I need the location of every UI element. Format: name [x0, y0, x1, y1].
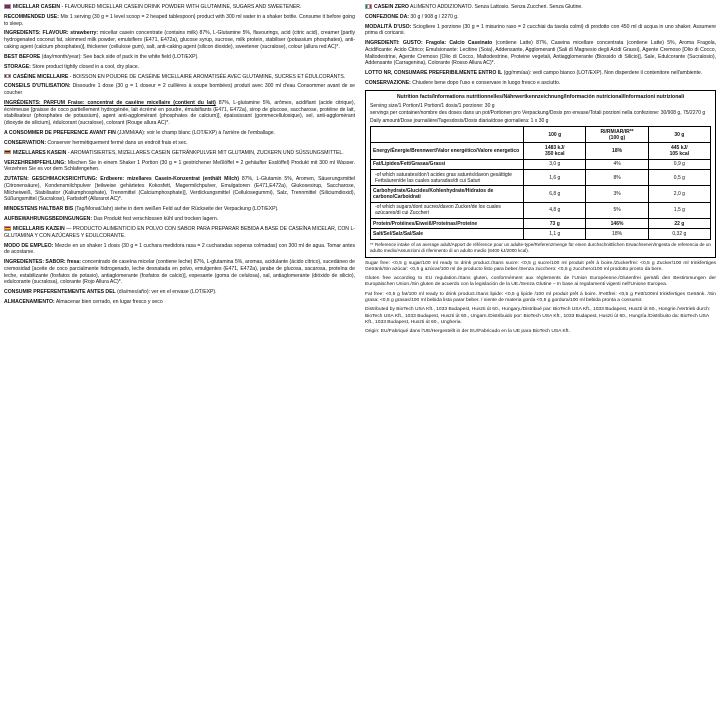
reference-intake-footnote: ** Reference intake of an average adult/Apport de référence pour un adulte-type/Referenzmenge für einen durchschnittlichen Erwachsenen/Ingesta de referencia de un adulto medio/Assunzioni di riferimento di un adulto medio (8400 kJ/2000 kcal).: [370, 242, 711, 253]
flag-fr-icon: [4, 74, 11, 79]
body: micellar casein concentrate (contains milk) 87%, L-Glutamine 5%, flavourings, acid (citric acid), creamer [partly hydrogenated coconut fat, skimmed milk powder, emulsifiers (E471, E472a), glucose syrup, sucrose, milk protein, stabiliser (potassium phosphates), anti-caking agent (calcium phosphates)], thickener (cellulose gum), salt, anti-caking agent (silicon dioxide), sweetener (sucralose), colour (allura red AC)*.: [4, 30, 355, 50]
table-row: [371, 159, 711, 169]
section-de-title: [4, 150, 355, 157]
section-de-bestbefore: [4, 206, 355, 213]
section-es-ingredients: [4, 259, 355, 286]
row-100g: 73 g: [524, 219, 586, 229]
heading: RECOMMENDED USE:: [4, 13, 59, 20]
col-100g: 100 g: [524, 126, 586, 142]
body: (contiene Latte) 87%, Caseina micellare concentrata (contiene Latte) 5%, Aroma Fragola, Acidificante: Acido Citrico; Emulsionante: Lecitine (Soia), Addensante, Agglomeranti (Sali di Magnesio degli Acidi Grassi), Agente Cremoso [Olio di Cocco, Maltodestrine, Agente Cremoso [Olio di Cocco, Maltodestrine, Proteine vegetali, Antiagglomerante (Biossido di Silicio)], Sale, Edulcorante (Sucralosio), Addensante (Carragenina), Colorante (Rosso Allura AC)*.: [365, 40, 716, 67]
section-en-use: [4, 14, 355, 27]
row-30g: 22 g: [648, 219, 710, 229]
row-ri: 18%: [586, 143, 648, 159]
section-fr-use: [4, 83, 355, 96]
section-de-storage: [4, 216, 355, 223]
section-it-lot: [365, 70, 716, 77]
row-label: Salt/Sel/Salz/Sal/Sale: [371, 229, 524, 239]
col-ri-line2: (100 g): [609, 134, 626, 141]
body: Dissoudre 1 dose (30 g = 1 doseur = 2 cuillères à soupe bombées) produit avec 300 ml d'eau Consommer avant de se coucher: [4, 83, 355, 97]
nutrition-table: [370, 126, 711, 240]
heading: ZUTATEN: GESCHMACKSRICHTUNG: Erdbeere: mizellares Casein-Konzentrat (enthält Milch): [4, 176, 239, 183]
body: 30 g / 908 g / 2270 g.: [409, 13, 459, 20]
flag-gb-icon: [4, 4, 11, 9]
heading: BEST BEFORE: [4, 53, 41, 60]
heading: MICELLARIS KAZEIN: [13, 226, 65, 233]
row-30g: 0,5 g: [648, 170, 710, 186]
table-row: [371, 186, 711, 202]
distributor-block: [365, 307, 716, 335]
section-it-use: [365, 24, 716, 37]
section-fr-ingredients: [4, 100, 355, 127]
row-ri: 3%: [586, 186, 648, 202]
flag-es-icon: [4, 226, 11, 231]
section-it-ingredients: [365, 40, 716, 67]
section-es-storage: [4, 299, 355, 306]
body: Conserver hermétiquement fermé dans un endroit frais et sec.: [46, 139, 188, 146]
table-row: [371, 170, 711, 186]
flag-it-icon: [365, 4, 372, 9]
heading: CONSERVAZIONE:: [365, 80, 411, 87]
serving-size: Serving size/1 Portion/1 Portion/1 dosis/1 porzione: 30 g: [370, 102, 495, 109]
heading: CONSEILS D'UTILISATION:: [4, 83, 71, 90]
heading: LOTTO NR, CONSUMARE PREFERIBILMENTE ENTRO IL: [365, 70, 503, 77]
heading: INGREDIENTI: GUSTO: Fragola: Calcio Caseinato: [365, 40, 493, 47]
row-100g: 6,8 g: [524, 186, 586, 202]
section-en-bestbefore: [4, 54, 355, 61]
heading: VERZEHREMPFEHLUNG:: [4, 159, 66, 166]
heading: CONSERVATION:: [4, 139, 47, 146]
body: 87%, L-Glutamin 5%, Aromen, Säuerungsmittel (Citronensäure), Kondensmilchpulver [teilweise gehärtetes Kokosfett, Magermilchpulver, Emulgatoren (E471,E472a), Glukosesirup, Saccharose, Milcheiweiß, Stabilisator (Kaliumphosphate), Trennmittel (Calciumphosphate)], Verdickungsmittel (Cellulosegummi), Salz, Trennmittel (Siliciumdioxid), Süßungsmittel (Sucralose), Farbstoff (Allurarot AC)*.: [4, 176, 355, 203]
body: Almacenar bien cerrado, en lugar fresco y seco: [54, 299, 163, 306]
row-30g: 0,32 g: [648, 229, 710, 239]
body: Mix 1 serving (30 g = 1 level scoop = 2 heaped tablespoon) product with 300 ml water in a shaker bottle. Consume it before going to sleep.: [4, 13, 355, 27]
heading: CASÉINE MICELLAIRE: [13, 73, 69, 80]
heading: A CONSOMMER DE PREFERENCE AVANT FIN: [4, 130, 116, 137]
body: Mischen Sie in einem Shaker 1 Portion (30 g = 1 gestrichener Meßlöffel = 2 gehäufter Esslöffel) Produkt mit 300 ml Wasser. Verzehren Sie es vor dem Schlafengehen.: [4, 159, 355, 173]
body: concentrado de caseína micelar (contiene leche) 87%, L-glutamina 5%, aromas, acidulante (ácido cítrico), sucedáneo de cremosidad [aceite de coco parcialmente hidrogenado, leche desnatada en polvo, emulgentes (E471, E472a), jarabe de glucosa, sacarosa, proteína de leche, estabilizante (fosfatos de potasio), antiaglomerante (fosfatos de calcio)], espesante (goma de celulosa), sal, antiaglomerante (dióxido de silicio), edulcorante (sucralosa), colorante (Rojo Allura AC)*.: [4, 259, 355, 286]
row-100g: 3,0 g: [524, 159, 586, 169]
table-header-row: [371, 126, 711, 142]
section-de-use: [4, 160, 355, 173]
claim-fat-free: Fat free: <0,5 g fat/100 ml ready to drink product./Sans lipide: <0,5 g lipide /100 ml produit prêt à boire. /Fettfrei: <0,5 g Fett/100ml trinkfertiges Getränk. /Sin grasa: <0,5 g grasas/100 ml bebida lista parar beber. / niente de materia gorda <0,5 g gordura/100 ml bebida pronta a consumir.: [365, 291, 716, 303]
col-ri: [586, 126, 648, 142]
section-it-storage: [365, 80, 716, 87]
row-label: Energy/Énergie/Brennwert/Valor energético/Valore energetico: [371, 143, 524, 159]
col-ri-line1: RI/RM/AR/IR**: [600, 128, 634, 135]
body: ALIMENTO ADDIZIONATO. Senza Lattosio. Senza Zuccheri. Senza Glutine.: [408, 4, 583, 10]
heading: MICELLAR CASEIN: [13, 4, 61, 10]
section-es-title: [4, 226, 355, 239]
heading: AUFBEWAHRUNGSBEDINGUNGEN:: [4, 216, 93, 223]
heading: ALMACENAMIENTO:: [4, 299, 55, 306]
servings-per-container: servings per container/nombre des doses dans un pot/Portionen pro Verpackung/Dosis pro envase/Totali porzioni nella confezione: 30/908 g, 75/2270 g: [370, 110, 706, 117]
row-ri: 8%: [586, 170, 648, 186]
distributor-text: Distributed by BioTech USA Kft., 1033 Budapest, Huszti út 60., Hungary./Distribué par: BioTech USA Kft., 1033 Budapest, Huszti út 60., Hongrie./Vertrieb durch: BioTech USA Kft., 1033 Budapest, Huszti út 60., Ungarn./Distribuido por: BioTech USA Kft., 1033 Budapest, Huszti út 60., Hungría./Distribuito da: BioTech USA Kft., 1033 Budapest, Huszti út 60., Ungheria.: [365, 307, 711, 325]
table-row: [371, 229, 711, 239]
body: (JJ/MM/AA): voir le champ blanc (LOT/EXP) à l'arrière de l'emballage.: [115, 130, 275, 137]
row-ri: 146%: [586, 219, 648, 229]
section-it-title: [365, 4, 716, 11]
flag-de-icon: [4, 150, 11, 155]
right-column: [360, 4, 716, 718]
row-label: Fat/Lipides/Fett/Grasas/Grassi: [371, 159, 524, 169]
body: (gg/mm/aa): vedi campo bianco (LOT/EXP). Non disperdere il contenitore nell'ambiente.: [502, 70, 703, 77]
body: 87%, L-glutamine 5%, arômes, acidifiant (acide citrique), écrémeuse [graisse de coco partiellement hydrogénée, lait écrémé en poudre, émulsifiants (E471, E472a), sirop de glucose, saccharose, protéine de lait, stabilisateur (phosphates de potassium), agent anti-agglomérant (phosphates de calcium)], épaississant (gommecellulosique), sel, anti-agglomérant (dioxyde de silicium), édulcorant (sucralose), colorant (Rouge allura AC)*.: [4, 100, 355, 127]
claim-sugar-free: Sugar free: <0,5 g sugar/100 ml ready to drink product./Sans sucre: <0,5 g sucre/100 ml produit prêt à boire./Zuckerfrei: <0,5 g Zucker/100 ml trinkfertiges Getränk/Sin azúcar: <0,5 g azúcar/100 ml de producto listo para beber./Senza zucchero: <0,5 g zucchero/100 ml prodotto pronto da bere.: [365, 260, 716, 272]
body: (día/mes/año): ver en el envase (LOT/EXP).: [115, 289, 217, 296]
section-fr-storage: [4, 140, 355, 147]
section-es-bestbefore: [4, 289, 355, 296]
row-ri: 18%: [586, 229, 648, 239]
row-100g: 4,8 g: [524, 202, 586, 218]
row-label: Carbohydrate/Glucides/Kohlenhydrate/Hidratos de carbono/Carboidrati: [371, 186, 524, 202]
section-es-use: [4, 243, 355, 256]
heading: CASEIN ZERO: [374, 4, 409, 10]
heading: INGRÉDIENTS: PARFUM Fraise: concentrat de caséine micellaire (contient du lait): [4, 100, 216, 107]
table-row: [371, 202, 711, 218]
body: - FLAVOURED MICELLAR CASEIN DRINK POWDER WITH GLUTAMINE, SUGARS AND SWEETENER.: [60, 4, 302, 10]
row-100g: 1483 kJ/ 350 kcal: [524, 143, 586, 159]
table-row: [371, 219, 711, 229]
section-en-title: [4, 4, 355, 11]
daily-amount: Daily amount/Dose journalière/Tagesdosis/Dosis diaria/dose giornaliera: 1 x 30 g: [370, 117, 549, 124]
body: - BOISSON EN POUDRE DE CASÉINE MICELLAIRE AROMATISÉE AVEC GLUTAMINE, SUCRES ET ÉDULCORANTS.: [68, 73, 346, 80]
heading: MINDESTENS HALTBAR BIS: [4, 206, 74, 213]
heading: INGREDIENTES: SABOR: fresa:: [4, 259, 81, 266]
origin-text: Origin: EU/Fabriqué dans l'UE/Hergestellt in der EU/Fabricado en la UE para BioTech USA Kft.: [365, 328, 570, 334]
row-30g: 1,5 g: [648, 202, 710, 218]
heading: MIZELLARES KASEIN: [13, 149, 67, 156]
section-en-ingredients: [4, 30, 355, 50]
col-nutrient: [371, 126, 524, 142]
row-ri: 4%: [586, 159, 648, 169]
heading: INGREDIENTS: FLAVOUR: strawberry:: [4, 30, 99, 37]
claims-block: [365, 261, 716, 305]
heading: MODALITÀ D'USO:: [365, 23, 412, 30]
section-it-package: [365, 14, 716, 21]
row-100g: 1,1 g: [524, 229, 586, 239]
body: - AROMATISIERTES, MIZELLARES CASEIN GETRÄNKPULVER MIT GLUTAMIN, ZUCKERN UND SÜSSUNGSMITTEL.: [66, 149, 344, 156]
heading: CONSUMIR PREFERENTEMENTE ANTES DEL: [4, 289, 116, 296]
section-fr-bestbefore: [4, 130, 355, 137]
body: (Tag/Monat/Jahr) siehe in dem weißen Feld auf der Rückseite der Verpackung (LOT/EXP).: [73, 206, 279, 213]
nutrition-facts-panel: [365, 90, 716, 258]
row-label: -of which saturates/don't acides gras saturés/davon gesättigte Fettsäuren/de las cuales saturadas/di cui Saturi: [371, 170, 524, 186]
body: (day/month/year): See back side of pack in the white field (LOT/EXP).: [40, 53, 199, 60]
section-en-storage: [4, 64, 355, 71]
row-ri: 5%: [586, 202, 648, 218]
heading: CONFEZIONE DA:: [365, 13, 409, 20]
heading: STORAGE:: [4, 63, 31, 70]
left-column: [4, 4, 360, 718]
nutrition-title: Nutrition facts/Informations nutritionnelles/Nährwertkennzeichnung/Información nutricional/Informazioni nutrizionali: [396, 94, 685, 101]
body: Store product tightly closed in a cool, dry place.: [30, 63, 140, 70]
body: — PRODUCTO ALIMENTICIO EN POLVO CON SABOR PARA PREPARAR BEBIDA A BASE DE CASEÍNA MICELAR, CON L-GLUTAMINA Y CON AZÚCARES Y EDULCORANTE.: [4, 226, 355, 239]
body: Das Produkt fest verschlossen kühl und trocken lagern.: [92, 216, 219, 223]
body: Chiudere bene dopo l'uso e conservare in luogo fresco e asciutto.: [410, 80, 561, 87]
row-label: Protein/Protéines/Eiweiß/Proteínas/Proteine: [371, 219, 524, 229]
claim-gluten-free: Gluten free according to EU regulation./Sans gluten, conformément aux règlements de l'Union Européenne./Glutenfrei gemäß den Bestimmungen der Europäischen Union./Sin gluten de acuerdo con la legislación de la UE./Senza Glutine – In base ai regolamenti vigenti nell'Unione Europea.: [365, 276, 716, 288]
table-row: [371, 143, 711, 159]
body: Sciogliere 1 porzione (30 g = 1 misurino raso = 2 cucchiai da tavola colmi) di prodotto con 450 ml di acqua in uno shaker. Assumere prima di coricarsi.: [365, 23, 717, 37]
row-label: -of which sugars/dont sucres/davon Zucker/de los cuales azúcares/di cui Zuccheri: [371, 202, 524, 218]
heading: MODO DE EMPLEO:: [4, 242, 54, 249]
body: Mezcle en un shaker 1 dosis (30 g = 1 cuchara medidora rasa = 2 cucharadas soperas colmadas) con 300 ml de agua. Tomar antes de acostarse.: [4, 242, 355, 256]
row-30g: 2,0 g: [648, 186, 710, 202]
row-100g: 1,6 g: [524, 170, 586, 186]
row-30g: 0,9 g: [648, 159, 710, 169]
section-fr-title: [4, 74, 355, 81]
section-de-ingredients: [4, 176, 355, 203]
row-30g: 445 kJ/ 105 kcal: [648, 143, 710, 159]
col-30g: 30 g: [648, 126, 710, 142]
